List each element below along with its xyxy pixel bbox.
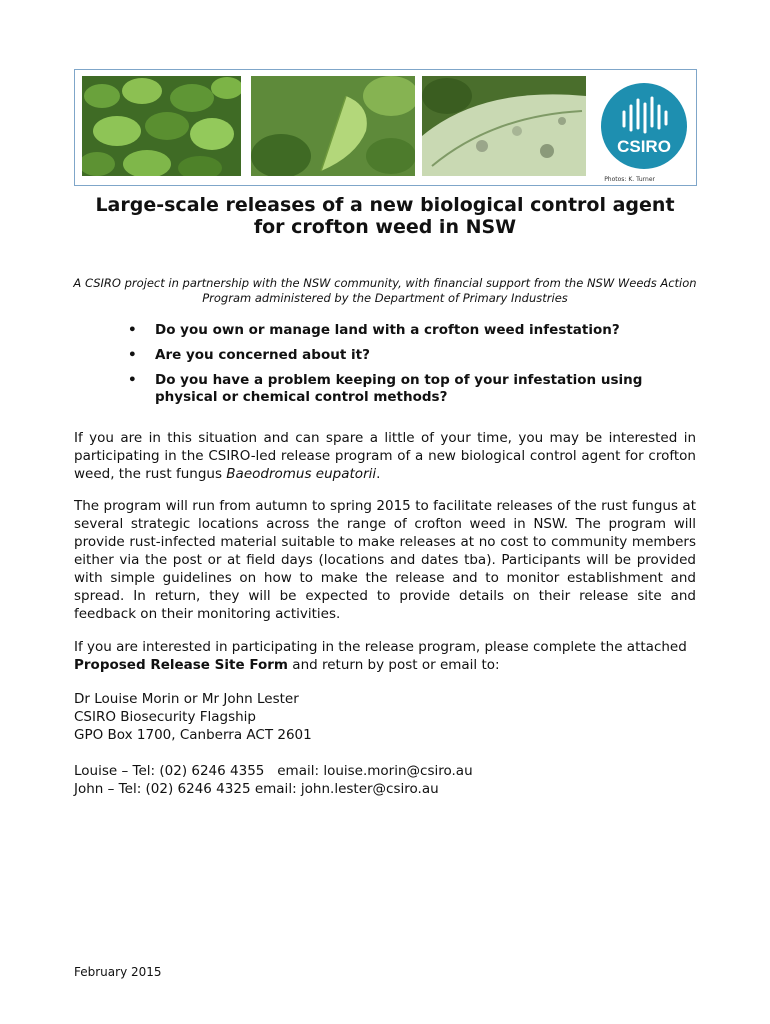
contact-line-louise: Louise – Tel: (02) 6246 4355 email: louise.morin@csiro.au	[74, 763, 473, 779]
subtitle-line-1: A CSIRO project in partnership with the NSW community, with financial support from the NSW Weeds Action	[73, 276, 697, 290]
list-item: • Do you have a problem keeping on top of your infestation using physical or chemical control methods?	[128, 372, 643, 405]
crofton-weed-plants-photo	[82, 76, 241, 176]
intro-end: .	[376, 466, 381, 482]
csiro-logo	[600, 82, 688, 170]
subtitle-line-2: Program administered by the Department of Primary Industries	[202, 291, 568, 305]
page-title	[60, 194, 710, 238]
document-date: February 2015	[74, 965, 162, 979]
project-subtitle	[60, 276, 710, 306]
contact-line-john: John – Tel: (02) 6246 4325 email: john.lester@csiro.au	[74, 781, 439, 797]
intro-paragraph	[74, 429, 696, 483]
address-line: GPO Box 1700, Canberra ACT 2601	[74, 727, 312, 743]
photo-credit: Photos: K. Turner	[604, 176, 655, 183]
instructions-end: and return by post or email to:	[288, 657, 500, 673]
address-line: Dr Louise Morin or Mr John Lester	[74, 691, 299, 707]
crofton-weed-leaf-photo	[251, 76, 415, 176]
title-line-2: for crofton weed in NSW	[253, 216, 517, 238]
title-line-1: Large-scale releases of a new biological control agent	[95, 194, 675, 216]
photo-banner	[74, 69, 697, 186]
csiro-logo-text: CSIRO	[617, 137, 671, 156]
postal-address	[74, 690, 674, 744]
question-text: Are you concerned about it?	[155, 347, 370, 363]
instructions-paragraph	[74, 638, 696, 674]
form-name: Proposed Release Site Form	[74, 657, 288, 673]
species-name: Baeodromus eupatorii	[226, 466, 377, 482]
list-item: • Are you concerned about it?	[128, 347, 370, 363]
instructions-text: If you are interested in participating in the release program, please complete the attached	[74, 639, 687, 655]
address-line: CSIRO Biosecurity Flagship	[74, 709, 257, 725]
list-item: • Do you own or manage land with a crofton weed infestation?	[128, 322, 620, 338]
contact-details	[74, 762, 674, 798]
question-list	[128, 322, 708, 414]
question-text: Do you have a problem keeping on top of your infestation using physical or chemical control methods?	[155, 372, 643, 405]
program-paragraph: The program will run from autumn to spring 2015 to facilitate releases of the rust fungus at several strategic locations across the range of crofton weed in NSW. The program will provide rust-infected material suitable to make releases at no cost to community members either via the post or at field days (locations and dates tba). Participants will be provided with simple guidelines on how to make the release and to monitor establishment and spread. In return, they will be expected to provide details on their release site and feedback on their monitoring activities.	[74, 498, 696, 622]
question-text: Do you own or manage land with a crofton weed infestation?	[155, 322, 620, 338]
intro-text: If you are in this situation and can spare a little of your time, you may be interested in participating in the CSIRO-led release program of a new biological control agent for crofton weed, the rust fungus	[74, 430, 696, 482]
rust-infected-leaf-photo	[422, 76, 586, 176]
